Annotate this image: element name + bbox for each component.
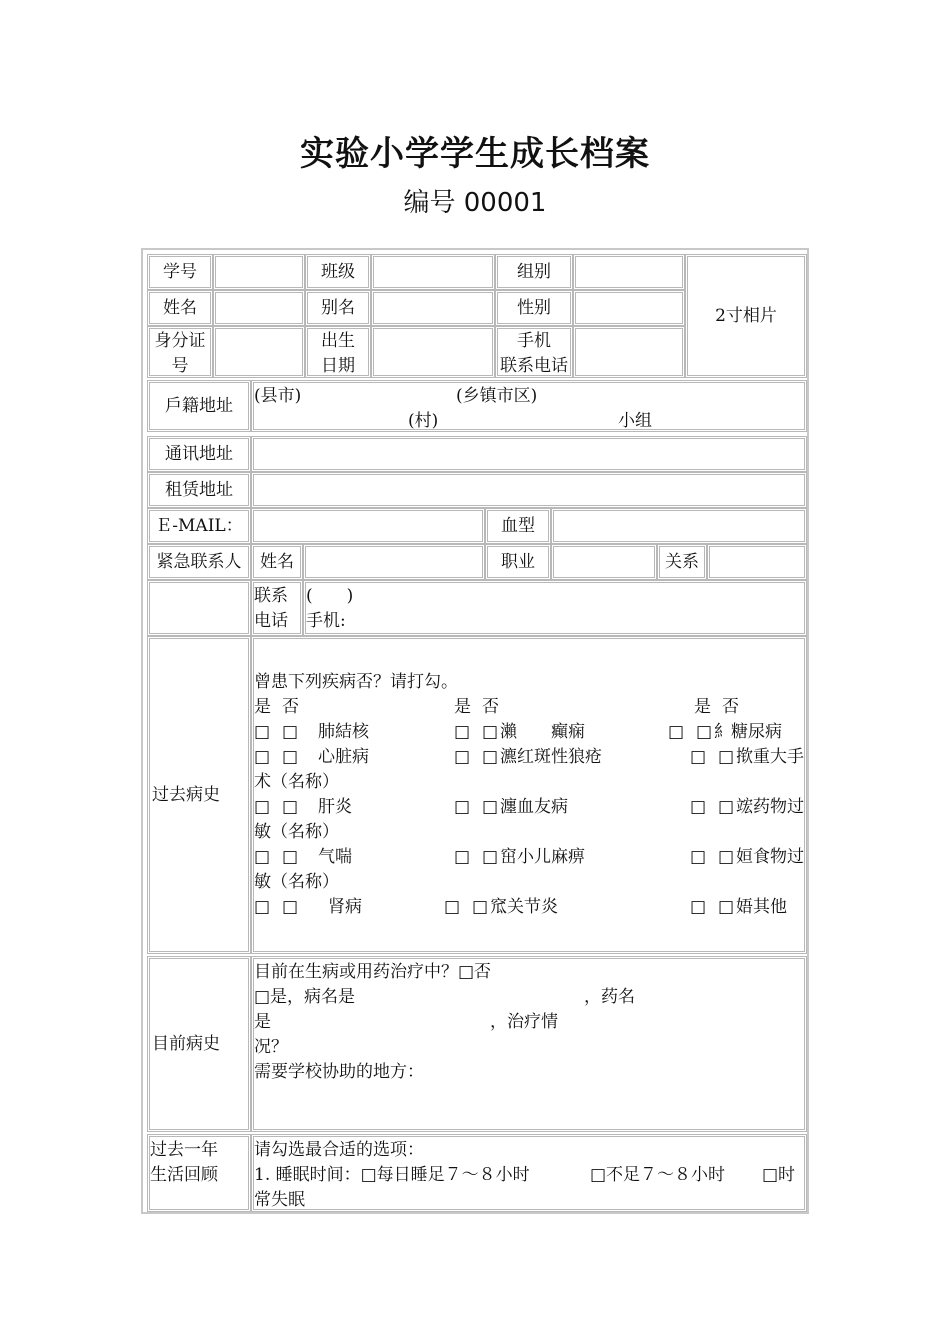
- alias-field[interactable]: [371, 290, 495, 326]
- checkbox-yes[interactable]: □: [254, 847, 271, 867]
- emergency-name-label: 姓名: [251, 544, 303, 580]
- checkbox-no[interactable]: □: [718, 847, 735, 867]
- birth-date-label: [305, 326, 371, 378]
- checkbox-no[interactable]: □: [282, 747, 299, 767]
- disease-food-allergy: 姮食物过: [736, 847, 804, 867]
- no-header-2: 否: [482, 697, 499, 717]
- checkbox-yes[interactable]: □: [690, 897, 707, 917]
- current-history-label: 目前病史: [147, 956, 251, 1132]
- disease-row-5: [254, 895, 804, 920]
- page-title: 实验小学学生成长档案: [300, 134, 650, 174]
- village-label: (村): [408, 411, 439, 431]
- sleep-enough-option[interactable]: 1. 睡眠时间：□每日睡足７～８小时: [254, 1165, 530, 1185]
- class-label: 班级: [305, 254, 371, 290]
- checkbox-yes[interactable]: □: [668, 722, 685, 742]
- checkbox-no[interactable]: □: [718, 747, 735, 767]
- medicine-is-label: 是: [254, 1012, 271, 1032]
- past-year-label-line1: 过去一年: [150, 1140, 218, 1160]
- blood-type-label: 血型: [485, 508, 551, 544]
- no-header-1: 否: [282, 697, 299, 717]
- disease-arthritis: 窊关节炎: [490, 897, 558, 917]
- checkbox-no[interactable]: □: [718, 897, 735, 917]
- checkbox-no[interactable]: □: [482, 747, 499, 767]
- checkbox-no[interactable]: □: [482, 722, 499, 742]
- checkbox-yes[interactable]: □: [454, 722, 471, 742]
- household-address-field[interactable]: [251, 380, 807, 432]
- rental-address-field[interactable]: [251, 472, 807, 508]
- landline-area-code: ( ): [306, 586, 354, 606]
- checkbox-no[interactable]: □: [472, 897, 489, 917]
- major-surgery-wrap: 术（名称）: [254, 772, 339, 792]
- current-history-field[interactable]: [251, 956, 807, 1132]
- treatment-line: [254, 1010, 804, 1035]
- checkbox-yes[interactable]: □: [254, 797, 271, 817]
- checkbox-yes[interactable]: □: [254, 722, 271, 742]
- mobile-field[interactable]: [573, 326, 685, 378]
- sleep-time-line: [254, 1163, 804, 1188]
- emergency-relation-label: 关系: [657, 544, 707, 580]
- township-label: (乡镇市区): [456, 386, 538, 406]
- no-header-3: 否: [722, 697, 739, 717]
- insomnia-option[interactable]: □时: [762, 1165, 796, 1185]
- emergency-job-label: 职业: [485, 544, 551, 580]
- checkbox-no[interactable]: □: [482, 797, 499, 817]
- student-no-label: 学号: [147, 254, 213, 290]
- checkbox-no[interactable]: □: [718, 797, 735, 817]
- mobile-label-line1: 手机: [517, 331, 551, 351]
- emergency-job-field[interactable]: [551, 544, 657, 580]
- disease-row-4: [254, 845, 804, 870]
- student-no-field[interactable]: [213, 254, 305, 290]
- disease-tuberculosis: 肺結核: [318, 722, 369, 742]
- birth-date-label-line2: 日期: [321, 356, 355, 376]
- disease-row-3: [254, 795, 804, 820]
- emergency-relation-field[interactable]: [707, 544, 807, 580]
- emergency-contact-label: 紧急联系人: [147, 544, 251, 580]
- disease-kidney: 肾病: [328, 897, 362, 917]
- disease-lupus: 瀌红斑性狼疮: [500, 747, 602, 767]
- emergency-mobile-label: 手机:: [306, 611, 346, 631]
- yes-header-2: 是: [454, 697, 471, 717]
- medicine-name-label: ，药名: [584, 987, 635, 1007]
- household-address-label: 戶籍地址: [147, 380, 251, 432]
- disease-row-1: [254, 720, 804, 745]
- id-number-label-line2: 号: [171, 356, 189, 376]
- checkbox-no[interactable]: □: [482, 847, 499, 867]
- disease-hepatitis: 肝炎: [318, 797, 352, 817]
- emergency-phone-label-line2: 电话: [254, 611, 288, 631]
- emergency-phone-label-line1: 联系: [254, 586, 288, 606]
- checkbox-no[interactable]: □: [282, 722, 299, 742]
- student-record-form: [141, 248, 809, 1214]
- alias-label: 别名: [305, 290, 371, 326]
- treatment-wrap: 况？: [254, 1037, 288, 1057]
- illness-name-label: □是，病名是: [254, 987, 356, 1007]
- checkbox-no[interactable]: □: [282, 797, 299, 817]
- birth-date-label-line1: 出生: [321, 331, 355, 351]
- choose-option-prompt: 请勾选最合适的选项：: [254, 1140, 424, 1160]
- checkbox-no[interactable]: □: [282, 847, 299, 867]
- blood-type-field[interactable]: [551, 508, 807, 544]
- mailing-address-field[interactable]: [251, 436, 807, 472]
- past-history-field: [251, 636, 807, 954]
- checkbox-yes[interactable]: □: [454, 797, 471, 817]
- name-field[interactable]: [213, 290, 305, 326]
- school-assistance-label: 需要学校协助的地方：: [254, 1062, 424, 1082]
- emergency-phone-label: [251, 580, 303, 636]
- id-number-field[interactable]: [213, 326, 305, 378]
- class-field[interactable]: [371, 254, 495, 290]
- emergency-phone-field[interactable]: [303, 580, 807, 636]
- sleep-insufficient-option[interactable]: □不足７～８小时: [590, 1165, 726, 1185]
- email-label: Ｅ-MAIL：: [147, 508, 251, 544]
- group-field[interactable]: [573, 254, 685, 290]
- county-label: (县市): [254, 386, 302, 406]
- checkbox-yes[interactable]: □: [690, 847, 707, 867]
- food-allergy-wrap: 敏（名称）: [254, 872, 339, 892]
- mobile-label-line2: 联系电话: [500, 356, 568, 376]
- team-label: 小组: [618, 411, 652, 431]
- past-year-field: [251, 1134, 807, 1212]
- disease-heart: 心脏病: [318, 747, 369, 767]
- disease-major-surgery: 揿重大手: [736, 747, 804, 767]
- yes-no-header: [254, 695, 804, 720]
- disease-row-2: [254, 745, 804, 770]
- treatment-label: ，治疗情: [490, 1012, 558, 1032]
- disease-asthma: 气喘: [318, 847, 352, 867]
- rental-address-label: 租赁地址: [147, 472, 251, 508]
- group-label: 组别: [495, 254, 573, 290]
- disease-other: 娪其他: [736, 897, 787, 917]
- file-number: 编号 00001: [403, 188, 547, 218]
- checkbox-yes[interactable]: □: [690, 747, 707, 767]
- name-label: 姓名: [147, 290, 213, 326]
- past-year-label-line2: 生活回顾: [150, 1165, 218, 1185]
- drug-allergy-wrap: 敏（名称）: [254, 822, 339, 842]
- disease-hemophilia: 瀍血友病: [500, 797, 568, 817]
- checkbox-no[interactable]: □: [282, 897, 299, 917]
- id-number-label: [147, 326, 213, 378]
- checkbox-yes[interactable]: □: [454, 747, 471, 767]
- checkbox-yes[interactable]: □: [254, 897, 271, 917]
- mailing-address-label: 通讯地址: [147, 436, 251, 472]
- current-illness-question: 目前在生病或用药治疗中？□否: [254, 962, 492, 982]
- checkbox-yes[interactable]: □: [254, 747, 271, 767]
- mobile-label: [495, 326, 573, 378]
- past-history-label: 过去病史: [147, 636, 251, 954]
- disease-polio: 窋小儿麻痹: [500, 847, 585, 867]
- emergency-name-field[interactable]: [303, 544, 485, 580]
- checkbox-yes[interactable]: □: [690, 797, 707, 817]
- gender-label: 性别: [495, 290, 573, 326]
- checkbox-no[interactable]: □: [696, 722, 713, 742]
- photo-placeholder: 2寸相片: [685, 254, 807, 378]
- checkbox-yes[interactable]: □: [454, 847, 471, 867]
- history-question: 曾患下列疾病否？请打勾。: [254, 672, 458, 692]
- id-number-label-line1: 身分证: [154, 331, 206, 351]
- checkbox-yes[interactable]: □: [444, 897, 461, 917]
- disease-drug-allergy: 竤药物过: [736, 797, 804, 817]
- emergency-blank-cell: [147, 580, 251, 636]
- email-field[interactable]: [251, 508, 485, 544]
- disease-diabetes: 糹糖尿病: [714, 722, 782, 742]
- past-year-label: [147, 1134, 251, 1212]
- gender-field[interactable]: [573, 290, 685, 326]
- yes-header-3: 是: [694, 697, 711, 717]
- insomnia-option-wrap: 常失眠: [254, 1190, 305, 1210]
- yes-header-1: 是: [254, 697, 271, 717]
- illness-name-line: [254, 985, 804, 1010]
- disease-epilepsy: 瀨 癲痫: [500, 722, 585, 742]
- birth-date-field[interactable]: [371, 326, 495, 378]
